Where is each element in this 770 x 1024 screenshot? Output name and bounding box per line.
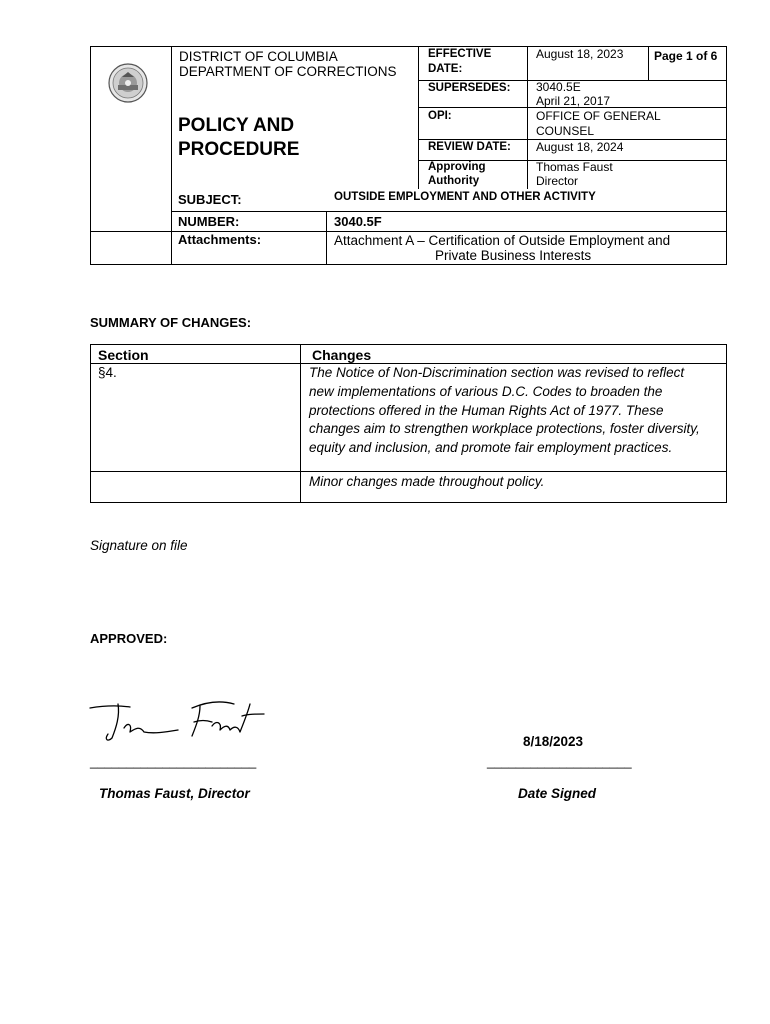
change-line: protections offered in the Human Rights Act of 1977. These — [309, 403, 664, 418]
dc-seal-logo — [108, 63, 148, 103]
opi-value-2: COUNSEL — [536, 124, 595, 138]
approving-authority-value-1: Thomas Faust — [536, 160, 613, 174]
approving-authority-label-1: Approving — [428, 161, 486, 173]
signer-signature-line: _______________________ — [90, 754, 257, 769]
number-value: 3040.5F — [334, 214, 382, 229]
attachments-value-1: Attachment A – Certification of Outside Employment and — [334, 233, 671, 248]
approving-authority-value-2: Director — [536, 174, 579, 188]
summary-title: SUMMARY OF CHANGES: — [90, 315, 252, 330]
effective-date-value: August 18, 2023 — [536, 47, 624, 61]
date-signed-caption: Date Signed — [518, 786, 597, 801]
supersedes-label: SUPERSEDES: — [428, 82, 511, 94]
attachments-value-2: Private Business Interests — [435, 248, 592, 263]
signature-note: Signature on file — [90, 538, 188, 553]
opi-label: OPI: — [428, 110, 452, 122]
change-line: changes aim to strengthen workplace protections, foster diversity, — [309, 421, 700, 436]
supersedes-value-1: 3040.5E — [536, 80, 581, 94]
number-label: NUMBER: — [178, 214, 240, 229]
doc-type-line1: POLICY AND — [178, 115, 295, 136]
date-signed-value: 8/18/2023 — [523, 734, 584, 749]
col-header-changes: Changes — [312, 347, 372, 363]
change-line: Minor changes made throughout policy. — [309, 474, 545, 489]
signer-caption: Thomas Faust, Director — [99, 786, 250, 801]
effective-date-label-1: EFFECTIVE — [428, 48, 492, 60]
doc-type-line2: PROCEDURE — [178, 139, 300, 160]
change-line: The Notice of Non-Discrimination section was revised to reflect — [309, 365, 685, 380]
approved-label: APPROVED: — [90, 631, 168, 646]
subject-label: SUBJECT: — [178, 192, 242, 207]
org-name-line1: DISTRICT OF COLUMBIA — [179, 49, 338, 64]
col-header-section: Section — [98, 347, 149, 363]
opi-value-1: OFFICE OF GENERAL — [536, 109, 661, 123]
date-signature-line: ____________________ — [487, 754, 632, 769]
review-date-label: REVIEW DATE: — [428, 141, 511, 153]
page-number: Page 1 of 6 — [654, 49, 718, 63]
change-line: new implementations of various D.C. Codes to broaden the — [309, 384, 663, 399]
approving-authority-label-2: Authority — [428, 175, 480, 187]
supersedes-value-2: April 21, 2017 — [536, 94, 611, 108]
handwritten-signature — [88, 692, 268, 748]
review-date-value: August 18, 2024 — [536, 140, 624, 154]
org-name-line2: DEPARTMENT OF CORRECTIONS — [179, 64, 397, 79]
change-line: equity and inclusion, and promote fair employment practices. — [309, 440, 673, 455]
subject-value: OUTSIDE EMPLOYMENT AND OTHER ACTIVITY — [334, 191, 596, 203]
attachments-label: Attachments: — [178, 232, 262, 247]
row-section: §4. — [98, 365, 117, 380]
effective-date-label-2: DATE: — [428, 63, 463, 75]
